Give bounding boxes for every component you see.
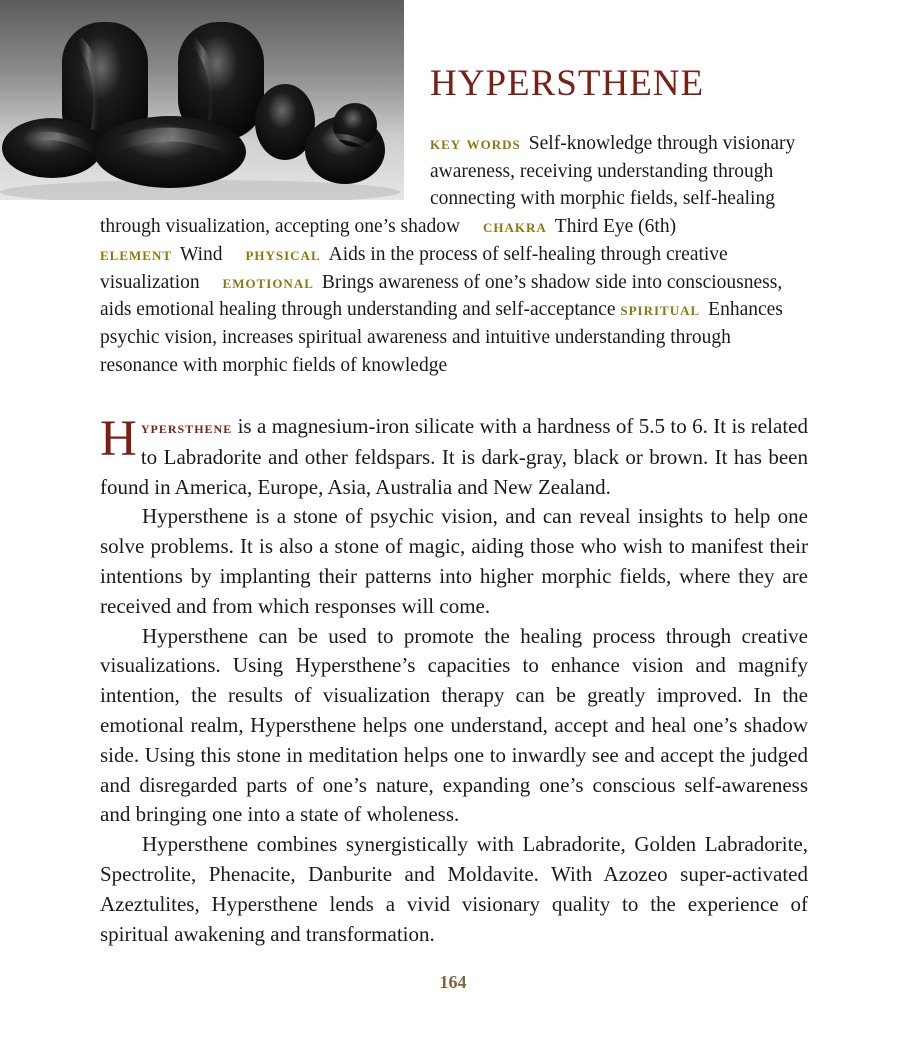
keywords-block [100, 130, 800, 379]
key-words-label: key words [430, 133, 521, 153]
paragraph-1 [100, 412, 808, 502]
key-words-text: Self-knowledge through visionary awareness, receiving understanding through connecting with morphic fields, self-healing through visualization, accepting one’s shadow [100, 133, 796, 238]
page-title: HYPERSTHENE [430, 63, 705, 104]
image-wrap-spacer [100, 130, 430, 213]
element-text: Wind [180, 243, 223, 265]
physical-label: physical [245, 243, 321, 264]
article-body [100, 412, 808, 949]
page-number: 164 [439, 972, 467, 992]
emotional-label: emotional [222, 271, 314, 292]
paragraph-4: Hypersthene combines synergistically with Labradorite, Golden Labradorite, Spectrolite, Phenacite, Danburite and Moldavite. With Azozeo super-activated Azeztulites, Hypersthene lends a vivid visionary quality to the experience of spiritual awakening and transformation. [100, 832, 808, 946]
chakra-text: Third Eye (6th) [554, 216, 677, 238]
spiritual-text: Enhances psychic vision, increases spiritual awareness and intuitive understanding through resonance with morphic fields of knowledge [100, 299, 783, 376]
paragraph-2: Hypersthene is a stone of psychic vision, and can reveal insights to help one solve problems. It is also a stone of magic, aiding those who wish to manifest their intentions by implanting their patterns into higher morphic fields, where they are received and from which responses will come. [100, 504, 808, 618]
emotional-text: Brings awareness of one’s shadow side into consciousness, aids emotional healing through understanding and self-acceptance [100, 271, 783, 321]
lead-word: ypersthene [140, 418, 233, 437]
spiritual-label: spiritual [620, 299, 701, 320]
drop-cap: H [100, 411, 137, 467]
paragraph-1-text: is a magnesium-iron silicate with a hardness of 5.5 to 6. It is related to Labradorite and other feldspars. It is dark-gray, black or brown. It has been found in America, Europe, Asia, Australia and New Zealand. [100, 414, 808, 499]
paragraph-3: Hypersthene can be used to promote the healing process through creative visualizations. Using Hypersthene’s capacities to enhance vision and magnify intention, the results of visualization therapy can be greatly improved. In the emotional realm, Hypersthene helps one understand, accept and heal one’s shadow side. Using this stone in meditation helps one to inwardly see and accept the judged and disregarded parts of one’s nature, expanding one’s conscious self-awareness and bringing one into a state of wholeness. [100, 623, 808, 827]
physical-text: Aids in the process of self-healing through creative visualization [100, 243, 728, 293]
element-label: element [100, 243, 173, 264]
chakra-label: chakra [483, 216, 547, 237]
